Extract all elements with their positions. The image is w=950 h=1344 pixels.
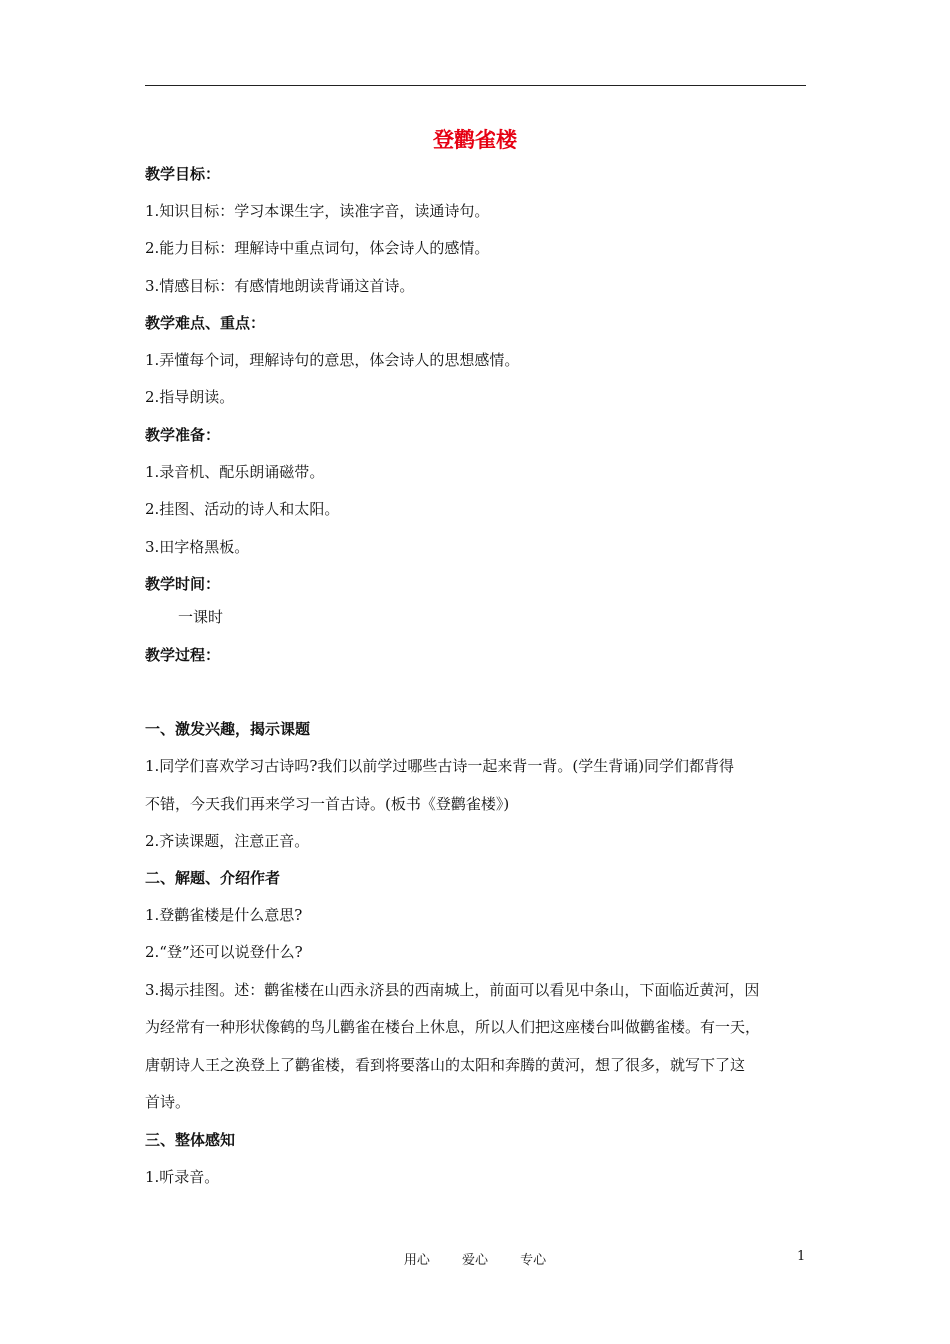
section-heading: 二、解题、介绍作者 (145, 869, 281, 887)
text-line: 1.录音机、配乐朗诵磁带。 (145, 463, 325, 481)
text-line: 1.登鹳雀楼是什么意思? (145, 906, 303, 924)
text-line: 1.知识目标：学习本课生字，读准字音，读通诗句。 (145, 202, 490, 220)
text-line: 2.指导朗读。 (145, 388, 235, 406)
text-line: 3.情感目标：有感情地朗读背诵这首诗。 (145, 277, 415, 295)
footer-item: 爱心 (461, 1253, 488, 1268)
section-heading: 教学目标： (145, 165, 221, 183)
section-heading: 一、激发兴趣，揭示课题 (145, 720, 311, 738)
text-line: 2.能力目标：理解诗中重点词句，体会诗人的感情。 (145, 239, 490, 257)
section-heading: 教学准备： (145, 426, 221, 444)
text-line: 3.揭示挂图。述：鹳雀楼在山西永济县的西南城上，前面可以看见中条山，下面临近黄河，因 (145, 981, 760, 999)
text-line: 1.弄懂每个词，理解诗句的意思，体会诗人的思想感情。 (145, 351, 520, 369)
text-line: 2.齐读课题，注意正音。 (145, 832, 310, 850)
section-heading: 教学难点、重点： (145, 314, 266, 332)
text-line: 不错，今天我们再来学习一首古诗。(板书《登鹳雀楼》) (145, 795, 510, 813)
page-footer (0, 1249, 950, 1268)
text-line: 首诗。 (145, 1093, 191, 1111)
text-line: 唐朝诗人王之涣登上了鹳雀楼，看到将要落山的太阳和奔腾的黄河，想了很多，就写下了这 (145, 1056, 746, 1074)
page-number: 1 (797, 1249, 806, 1264)
text-line: 为经常有一种形状像鹤的鸟儿鹳雀在楼台上休息，所以人们把这座楼台叫做鹳雀楼。有一天， (145, 1018, 761, 1036)
text-line: 一课时 (178, 608, 224, 626)
header-rule (145, 85, 806, 86)
section-heading: 教学时间： (145, 575, 221, 593)
text-line: 2.“登”还可以说登什么? (145, 943, 303, 961)
text-line: 3.田字格黑板。 (145, 538, 250, 556)
text-line: 2.挂图、活动的诗人和太阳。 (145, 500, 340, 518)
text-line: 1.听录音。 (145, 1168, 220, 1186)
text-line: 1.同学们喜欢学习古诗吗?我们以前学过哪些古诗一起来背一背。(学生背诵)同学们都背得 (145, 757, 735, 775)
footer-item: 用心 (403, 1253, 430, 1268)
footer-item: 专心 (520, 1253, 547, 1268)
section-heading: 三、整体感知 (145, 1131, 236, 1149)
section-heading: 教学过程： (145, 646, 221, 664)
document-title: 登鹳雀楼 (433, 128, 517, 152)
